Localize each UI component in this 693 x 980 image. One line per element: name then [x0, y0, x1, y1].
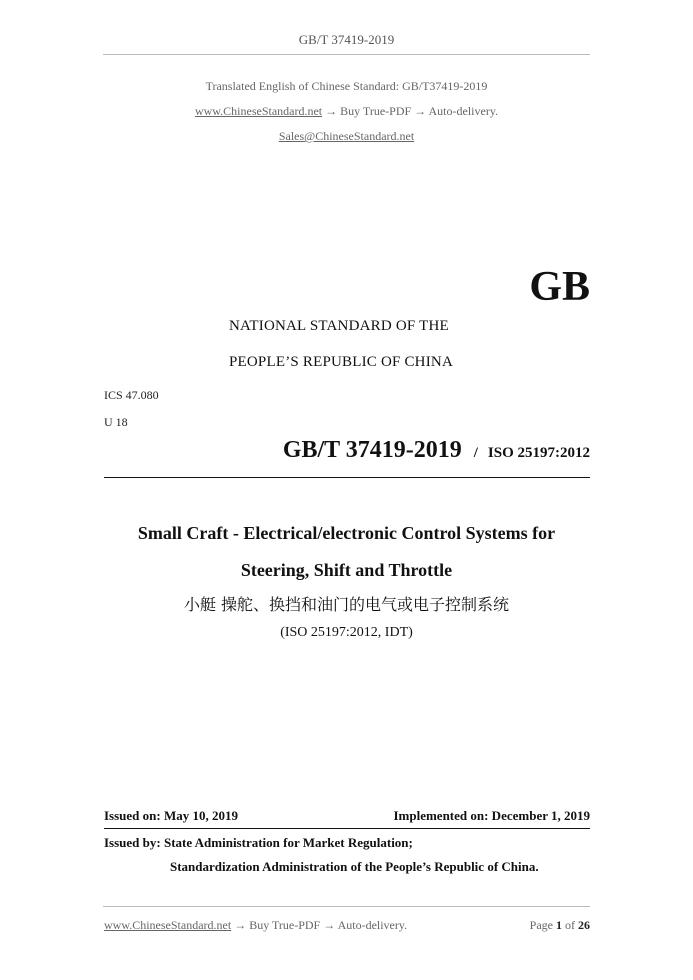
site-link[interactable]: www.ChineseStandard.net [194, 104, 323, 118]
ics-code: ICS 47.080 [104, 388, 159, 402]
page-total: 26 [578, 918, 590, 932]
chinese-title: 小艇 操舵、换挡和油门的电气或电子控制系统 [183, 595, 510, 614]
adoption-note: (ISO 25197:2012, IDT) [280, 625, 413, 640]
title-line1: Small Craft - Electrical/electronic Control Systems for [137, 523, 556, 543]
page-current: 1 [556, 918, 562, 932]
title-line2: Steering, Shift and Throttle [240, 560, 453, 580]
running-header: GB/T 37419-2019 [298, 32, 395, 47]
national-standard-line2: PEOPLE’S REPUBLIC OF CHINA [229, 354, 453, 370]
translation-note-line2 [0, 104, 693, 119]
ccs-code: U 18 [104, 415, 128, 429]
header-divider [103, 54, 590, 55]
sales-email-link[interactable]: Sales@ChineseStandard.net [278, 129, 415, 143]
footer-divider [103, 906, 590, 907]
iso-number: ISO 25197:2012 [487, 445, 590, 461]
issuer-line2: Standardization Administration of the People’s Republic of China. [170, 859, 539, 874]
page-number [490, 918, 590, 933]
issued-date: Issued on: May 10, 2019 [104, 808, 238, 823]
dates-divider [104, 828, 590, 829]
number-separator: / [473, 445, 478, 461]
footer-note [104, 918, 407, 933]
page-label: Page [529, 918, 553, 932]
title-divider [104, 477, 590, 478]
translation-note-line1: Translated English of Chinese Standard: GB/T37419-2019 [205, 79, 488, 93]
footer-site-link[interactable]: www.ChineseStandard.net [104, 918, 232, 932]
translation-note-line3 [0, 129, 693, 144]
issuer-line1: Issued by: State Administration for Market Regulation; [104, 835, 413, 850]
gbt-number: GB/T 37419-2019 [282, 437, 462, 463]
gb-logo: GB [529, 264, 590, 310]
page-of: of [565, 918, 575, 932]
translation-note-rest: → Buy True-PDF → Auto-delivery. [322, 104, 499, 118]
standard-number [190, 437, 590, 464]
national-standard-line1: NATIONAL STANDARD OF THE [229, 318, 449, 334]
footer-rest: → Buy True-PDF → Auto-delivery. [231, 918, 408, 932]
implemented-date: Implemented on: December 1, 2019 [393, 808, 590, 823]
